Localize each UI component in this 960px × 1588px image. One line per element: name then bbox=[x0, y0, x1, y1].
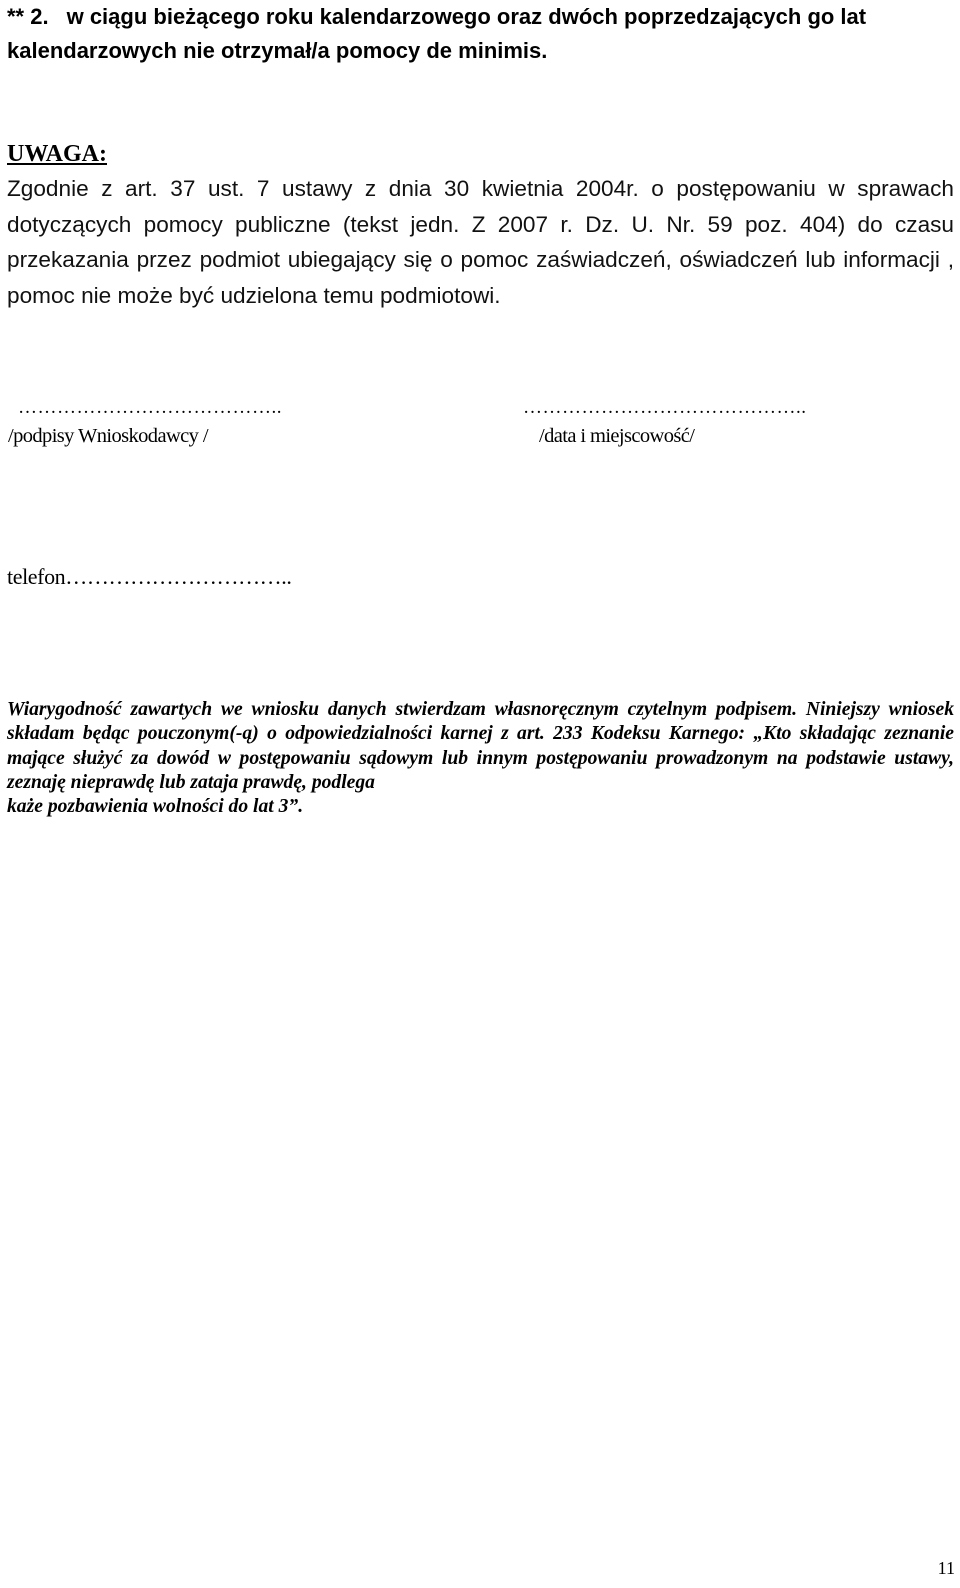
signature-line-right: …………………………………….. bbox=[523, 397, 807, 418]
page-number: 11 bbox=[937, 1558, 955, 1578]
signature-label-applicant: /podpisy Wnioskodawcy / bbox=[8, 425, 208, 447]
footnote-marker: ** 2. bbox=[7, 4, 49, 29]
declaration-last-line: każe pozbawienia wolności do lat 3”. bbox=[7, 796, 304, 818]
declaration-text: Wiarygodność zawartych we wniosku danych stwierdzam własnoręcznym czytelnym podpisem. Niniejszy wniosek składam będąc pouczonym(-ą) o odpowiedzialności karnej z art. 233 Kodeksu Karnego: „Kto składając zeznanie mające służyć za dowód w postępowaniu sądowym lub innym postępowaniu prowadzonym na podstawie ustawy, zeznaję nieprawdę lub zataja prawdę, podlega bbox=[7, 699, 954, 793]
signature-line-left: ………………………………….. bbox=[18, 397, 282, 418]
notice-title: UWAGA: bbox=[7, 141, 107, 167]
footnote-2 bbox=[7, 0, 954, 68]
notice-body: Zgodnie z art. 37 ust. 7 ustawy z dnia 30 kwietnia 2004r. o postępowaniu w sprawach dotyczących pomocy publiczne (tekst jedn. Z 2007 r. Dz. U. Nr. 59 poz. 404) do czasu przekazania przez podmiot ubiegający się o pomoc zaświadczeń, oświadczeń lub informacji , pomoc nie może być udzielona temu podmiotowi. bbox=[7, 176, 954, 308]
footnote-text: w ciągu bieżącego roku kalendarzowego oraz dwóch poprzedzających go lat kalendarzowych nie otrzymał/a pomocy de minimis. bbox=[7, 4, 867, 63]
declaration-paragraph bbox=[7, 698, 954, 819]
phone-field-label: telefon………………………….. bbox=[7, 564, 292, 589]
signature-label-date-place: /data i miejscowość/ bbox=[539, 425, 695, 447]
